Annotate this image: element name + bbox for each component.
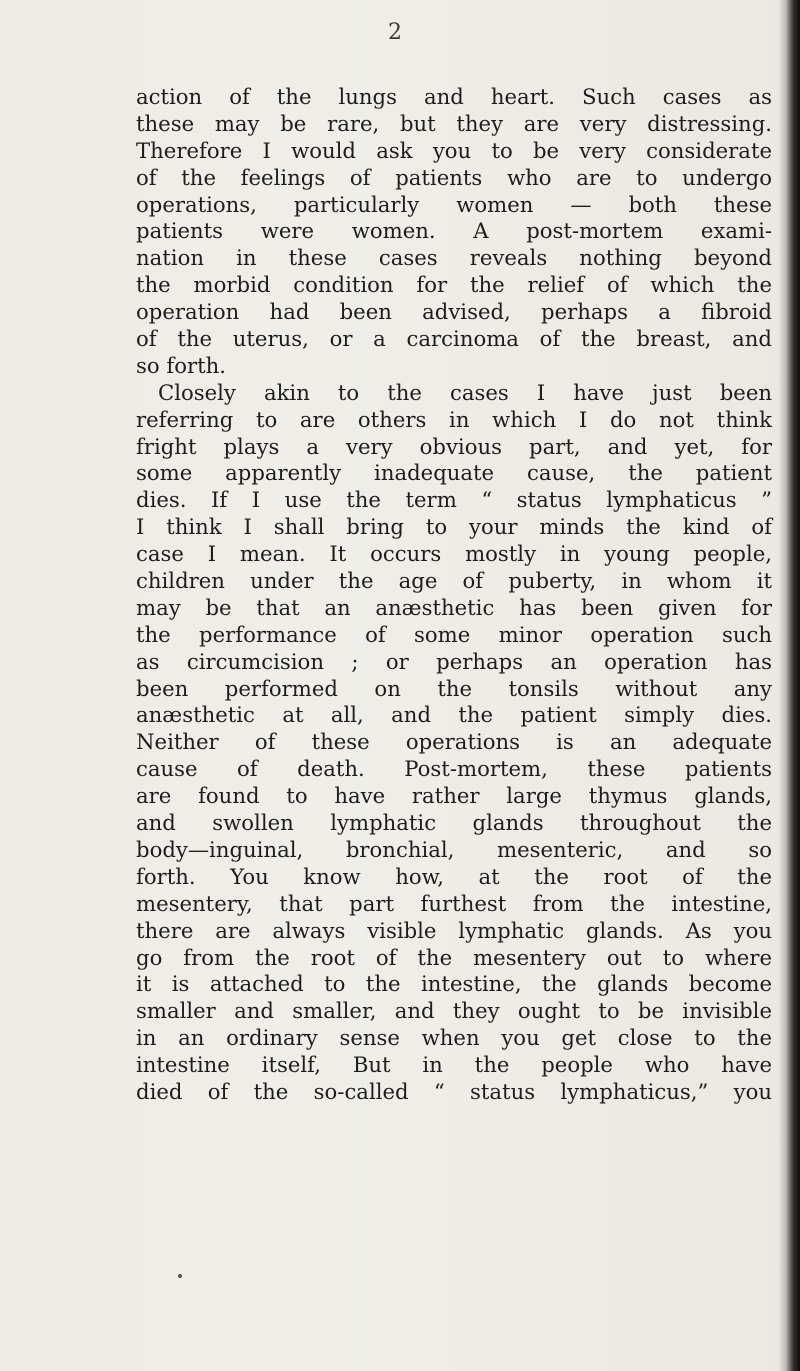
ink-speck bbox=[178, 1274, 182, 1278]
text-line: smaller and smaller, and they ought to be invisible bbox=[136, 998, 772, 1024]
text-line: and swollen lymphatic glands throughout the bbox=[136, 810, 772, 836]
text-line: mesentery, that part furthest from the intestine, bbox=[136, 890, 772, 916]
text-line: the performance of some minor operation such bbox=[136, 621, 772, 647]
text-line: the morbid condition for the relief of which the bbox=[136, 272, 772, 298]
text-line: so forth. bbox=[136, 352, 226, 378]
text-line: nation in these cases reveals nothing beyond bbox=[136, 245, 772, 271]
text-line: cause of death. Post-mortem, these patients bbox=[136, 756, 772, 782]
text-line: operations, particularly women — both these bbox=[136, 191, 772, 217]
text-line: of the feelings of patients who are to undergo bbox=[136, 164, 772, 190]
text-line: case I mean. It occurs mostly in young people, bbox=[136, 541, 772, 567]
body-text bbox=[136, 84, 772, 1106]
text-line: operation had been advised, perhaps a fibroid bbox=[136, 299, 772, 325]
text-line: died of the so-called “ status lymphaticus,” you bbox=[136, 1078, 772, 1104]
text-line: may be that an anæsthetic has been given for bbox=[136, 594, 772, 620]
text-line: Neither of these operations is an adequate bbox=[136, 729, 772, 755]
text-line: Therefore I would ask you to be very considerate bbox=[136, 137, 772, 163]
text-line: intestine itself, But in the people who have bbox=[136, 1052, 772, 1078]
page-number: 2 bbox=[388, 20, 402, 45]
text-line: anæsthetic at all, and the patient simply dies. bbox=[136, 702, 772, 728]
text-line: been performed on the tonsils without any bbox=[136, 675, 772, 701]
text-line: children under the age of puberty, in whom it bbox=[136, 568, 772, 594]
text-line: body—inguinal, bronchial, mesenteric, and so bbox=[136, 836, 772, 862]
page-edge-shadow bbox=[778, 0, 800, 1371]
text-line: as circumcision ; or perhaps an operation has bbox=[136, 648, 772, 674]
text-line: it is attached to the intestine, the glands become bbox=[136, 971, 772, 997]
text-line: dies. If I use the term “ status lymphaticus ” bbox=[136, 487, 772, 513]
paragraph-start-line: Closely akin to the cases I have just been bbox=[158, 379, 772, 405]
text-line: in an ordinary sense when you get close to the bbox=[136, 1025, 772, 1051]
text-line: referring to are others in which I do not think bbox=[136, 406, 772, 432]
text-line: go from the root of the mesentery out to where bbox=[136, 944, 772, 970]
text-line: these may be rare, but they are very distressing. bbox=[136, 110, 772, 136]
text-line: fright plays a very obvious part, and yet, for bbox=[136, 433, 772, 459]
text-line: some apparently inadequate cause, the patient bbox=[136, 460, 772, 486]
text-line: of the uterus, or a carcinoma of the breast, and bbox=[136, 326, 772, 352]
text-line: I think I shall bring to your minds the kind of bbox=[136, 514, 772, 540]
text-line: there are always visible lymphatic glands. As you bbox=[136, 917, 772, 943]
text-line: action of the lungs and heart. Such cases as bbox=[136, 84, 772, 109]
text-line: patients were women. A post-mortem exami- bbox=[136, 218, 772, 244]
text-line: are found to have rather large thymus glands, bbox=[136, 783, 772, 809]
text-line: forth. You know how, at the root of the bbox=[136, 863, 772, 889]
